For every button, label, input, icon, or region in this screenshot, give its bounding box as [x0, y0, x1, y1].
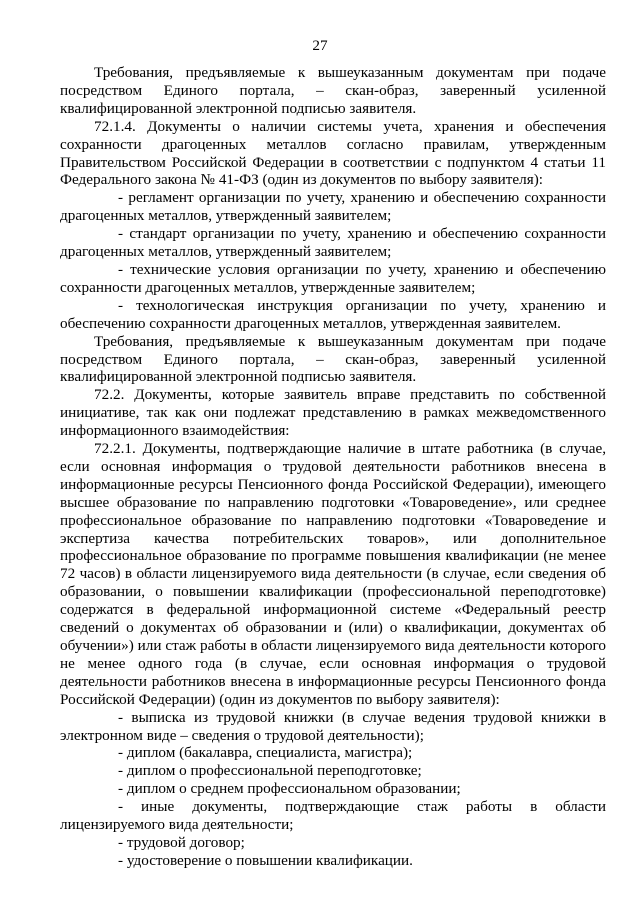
list-item: - выписка из трудовой книжки (в случае ведения трудовой книжки в электронном виде – сведения о трудовой деятельности);: [60, 708, 606, 744]
paragraph: Требования, предъявляемые к вышеуказанным документам при подаче посредством Единого портала, – скан-образ, заверенный усиленной квалифицированной электронной подписью заявителя.: [60, 332, 606, 386]
list-item: - диплом (бакалавра, специалиста, магистра);: [118, 744, 413, 762]
list-item: - удостоверение о повышении квалификации.: [118, 851, 413, 869]
paragraph: Требования, предъявляемые к вышеуказанным документам при подаче посредством Единого портала, – скан-образ, заверенный усиленной квалифицированной электронной подписью заявителя.: [60, 64, 606, 117]
paragraph: 72.2. Документы, которые заявитель вправе представить по собственной инициативе, так как они подлежат представлению в рамках межведомственного информационного взаимодействия:: [60, 386, 606, 440]
list-item: - диплом о профессиональной переподготовке;: [118, 762, 422, 780]
list-item: - трудовой договор;: [118, 833, 245, 851]
list-item: - иные документы, подтверждающие стаж работы в области лицензируемого вида деятельности;: [60, 798, 606, 834]
page-number: 27: [312, 37, 328, 54]
list-item: - технологическая инструкция организации по учету, хранению и обеспечению сохранности драгоценных металлов, утвержденная заявителем.: [60, 296, 606, 332]
paragraph: 72.2.1. Документы, подтверждающие наличие в штате работника (в случае, если основная информация о трудовой деятельности работников внесена в информационные ресурсы Пенсионного фонда Российской Федерации), имеющего высшее образование по направлению подготовки «Товароведение», или среднее профессиональное образование по направлению подготовки «Товароведение и экспертиза качества потребительских товаров», или дополнительное профессиональное образование по программе повышения квалификации (не менее 72 часов) в области лицензируемого вида деятельности (в случае, если сведения об образовании, о повышении квалификации (профессиональной переподготовке) содержатся в федеральной информационной системе «Федеральный реестр сведений о документах об образовании и (или) о квалификации, документах об обучении») или стаж работы в области лицензируемого вида деятельности которого не менее одного года (в случае, если основная информация о трудовой деятельности работников внесена в информационные ресурсы Пенсионного фонда Российской Федерации) (один из документов по выбору заявителя):: [60, 440, 606, 708]
paragraph: 72.1.4. Документы о наличии системы учета, хранения и обеспечения сохранности драгоценных металлов согласно правилам, утвержденным Правительством Российской Федерации в соответствии с подпунктом 4 статьи 11 Федерального закона № 41-ФЗ (один из документов по выбору заявителя):: [60, 117, 606, 189]
list-item: - стандарт организации по учету, хранению и обеспечению сохранности драгоценных металлов, утвержденный заявителем;: [60, 225, 606, 261]
list-item: - диплом о среднем профессиональном образовании;: [118, 780, 461, 798]
document-body: [60, 64, 606, 870]
list-item: - регламент организации по учету, хранению и обеспечению сохранности драгоценных металлов, утвержденный заявителем;: [60, 189, 606, 225]
list-item: - технические условия организации по учету, хранению и обеспечению сохранности драгоценных металлов, утвержденные заявителем;: [60, 260, 606, 296]
